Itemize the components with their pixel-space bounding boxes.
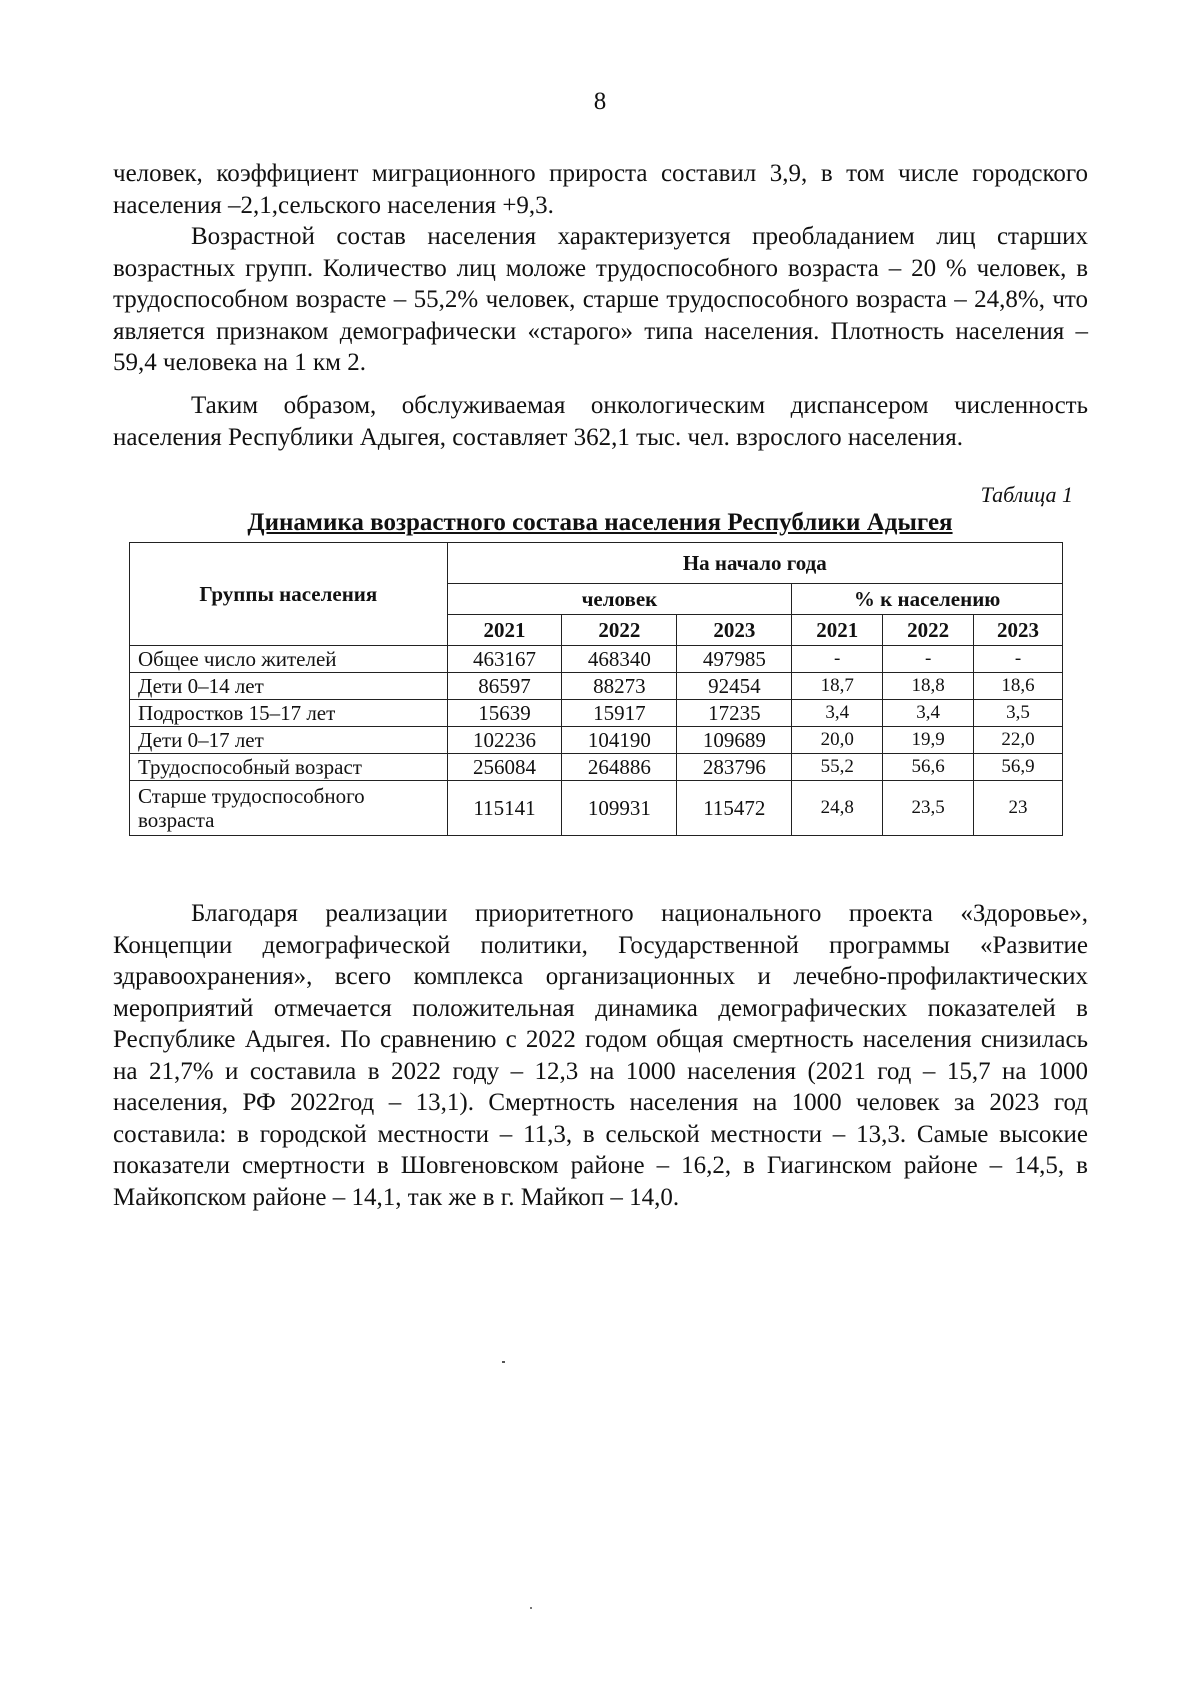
cell: - [974, 646, 1063, 673]
cell: 109689 [677, 727, 792, 754]
cell: 18,7 [792, 673, 883, 700]
table-label: Таблица 1 [980, 482, 1073, 507]
cell: - [792, 646, 883, 673]
row-label: Дети 0–14 лет [130, 673, 448, 700]
cell: 19,9 [883, 727, 974, 754]
cell: 256084 [447, 754, 562, 781]
table-row [130, 781, 1063, 836]
cell: 468340 [562, 646, 677, 673]
row-label: Дети 0–17 лет [130, 727, 448, 754]
header-percent: % к населению [792, 584, 1063, 615]
cell: 15639 [447, 700, 562, 727]
cell: - [883, 646, 974, 673]
header-year: 2021 [792, 615, 883, 646]
header-year: 2022 [883, 615, 974, 646]
row-label: Старше трудоспособного возраста [130, 781, 448, 836]
cell: 86597 [447, 673, 562, 700]
population-table [129, 542, 1063, 836]
cell: 18,6 [974, 673, 1063, 700]
header-people: человек [447, 584, 792, 615]
cell: 20,0 [792, 727, 883, 754]
cell: 23,5 [883, 781, 974, 836]
cell: 3,5 [974, 700, 1063, 727]
cell: 18,8 [883, 673, 974, 700]
cell: 102236 [447, 727, 562, 754]
table-row [130, 700, 1063, 727]
cell: 88273 [562, 673, 677, 700]
paragraph-text: Возрастной состав населения характеризуется преобладанием лиц старших возрастных групп. Количество лиц моложе трудоспособного возраста – 20 % человек, в трудоспособном возрасте – 55,2% человек, старше трудоспособного возраста – 24,8%, что является признаком демографически «старого» типа населения. Плотность населения – 59,4 человека на 1 км 2. [113, 223, 1088, 376]
cell: 3,4 [792, 700, 883, 727]
header-year: 2023 [974, 615, 1063, 646]
table-row [130, 673, 1063, 700]
header-year: 2022 [562, 615, 677, 646]
cell: 3,4 [883, 700, 974, 727]
paragraph-text: Благодаря реализации приоритетного национального проекта «Здоровье», Концепции демографической политики, Государственной программы «Развитие здравоохранения», всего комплекса организационных и лечебно-профилактических мероприятий отмечается положительная динамика демографических показателей в Республике Адыгея. По сравнению с 2022 годом общая смертность населения снизилась на 21,7% и составила в 2022 году – 12,3 на 1000 населения (2021 год – 15,7 на 1000 населения, РФ 2022год – 13,1). Смертность населения на 1000 человек за 2023 год составила: в городской местности – 11,3, в сельской местности – 13,3. Самые высокие показатели смертности в Шовгеновском районе – 16,2, в Гиагинском районе – 14,5, в Майкопском районе – 14,1, так же в г. Майкоп – 14,0. [113, 900, 1088, 1211]
row-label: Трудоспособный возраст [130, 754, 448, 781]
cell: 104190 [562, 727, 677, 754]
paragraph-migration [113, 158, 1088, 221]
cell: 92454 [677, 673, 792, 700]
cell: 497985 [677, 646, 792, 673]
table-row [130, 646, 1063, 673]
cell: 463167 [447, 646, 562, 673]
cell: 283796 [677, 754, 792, 781]
header-year: 2023 [677, 615, 792, 646]
cell: 115141 [447, 781, 562, 836]
page-number: 8 [593, 88, 607, 115]
cell: 56,9 [974, 754, 1063, 781]
cell: 109931 [562, 781, 677, 836]
cell: 115472 [677, 781, 792, 836]
cell: 22,0 [974, 727, 1063, 754]
row-label: Подростков 15–17 лет [130, 700, 448, 727]
paragraph-served-population [113, 390, 1088, 453]
paragraph-age-structure [113, 221, 1088, 379]
header-groups: Группы населения [130, 543, 448, 646]
table-title: Динамика возрастного состава населения Республики Адыгея [247, 509, 953, 536]
table-row [130, 754, 1063, 781]
cell: 17235 [677, 700, 792, 727]
cell: 55,2 [792, 754, 883, 781]
header-start-of-year: На начало года [447, 543, 1062, 584]
paragraph-mortality [113, 898, 1088, 1213]
row-label: Общее число жителей [130, 646, 448, 673]
cell: 24,8 [792, 781, 883, 836]
cell: 23 [974, 781, 1063, 836]
cell: 264886 [562, 754, 677, 781]
header-year: 2021 [447, 615, 562, 646]
scan-speck [530, 1607, 532, 1609]
paragraph-text: Таким образом, обслуживаемая онкологическим диспансером численность населения Республики Адыгея, составляет 362,1 тыс. чел. взрослого населения. [113, 392, 1088, 451]
table-row [130, 727, 1063, 754]
cell: 56,6 [883, 754, 974, 781]
scan-speck [502, 1361, 505, 1363]
cell: 15917 [562, 700, 677, 727]
paragraph-text: человек, коэффициент миграционного прироста составил 3,9, в том числе городского населения –2,1,сельского населения +9,3. [113, 160, 1088, 219]
